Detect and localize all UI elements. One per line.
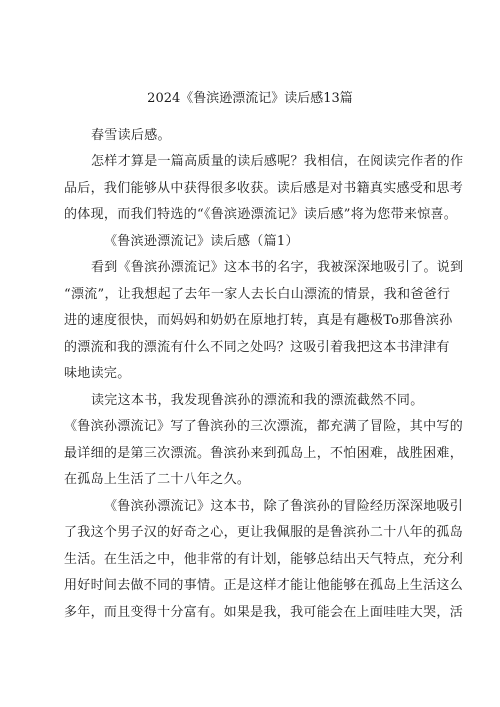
document-title: 2024《鲁滨逊漂流记》读后感13篇: [147, 91, 353, 106]
paragraph-line: 《鲁滨孙漂流记》这本书，除了鲁滨孙的冒险经历深深地吸引: [104, 499, 464, 514]
paragraph-line: “漂流”，让我想起了去年一家人去长白山漂流的情景，我和爸爸行: [64, 287, 451, 302]
paragraph-line: 了我这个男子汉的好奇之心，更让我佩服的是鲁滨孙二十八年的孤岛: [64, 525, 464, 540]
paragraph-line: 用好时间去做不同的事情。正是这样才能让他能够在孤岛上生活这么: [64, 578, 464, 593]
paragraph-line: 怎样才算是一篇高质量的读后感呢？我相信，在阅读完作者的作: [91, 154, 464, 169]
paragraph-line: 在孤岛上生活了二十八年之久。: [64, 472, 251, 487]
paragraph-line: 品后，我们能够从中获得很多收获。读后感是对书籍真实感受和思考: [64, 181, 464, 196]
paragraph-line: 味地读完。: [64, 366, 131, 381]
paragraph-line: 多年，而且变得十分富有。如果是我，我可能会在上面哇哇大哭，活: [64, 605, 464, 620]
section-heading: 《鲁滨逊漂流记》读后感（篇1）: [104, 234, 299, 249]
paragraph-line: 《鲁滨孙漂流记》写了鲁滨孙的三次漂流，都充满了冒险，其中写的: [64, 419, 464, 434]
paragraph-line: 读完这本书，我发现鲁滨孙的漂流和我的漂流截然不同。: [91, 393, 424, 408]
paragraph-line: 最详细的是第三次漂流。鲁滨孙来到孤岛上，不怕困难，战胜困难，: [64, 446, 464, 461]
paragraph-line: 进的速度很快，而妈妈和奶奶在原地打转，真是有趣极To那鲁滨孙: [64, 313, 453, 328]
paragraph-line: 生活。在生活之中，他非常的有计划，能够总结出天气特点，充分利: [64, 552, 464, 567]
paragraph-line: 春雪读后感。: [91, 128, 171, 143]
paragraph-line: 的体现，而我们特选的“《鲁滨逊漂流记》读后感”将为您带来惊喜。: [64, 207, 458, 222]
paragraph-line: 看到《鲁滨孙漂流记》这本书的名字，我被深深地吸引了。说到: [91, 260, 464, 275]
paragraph-line: 的漂流和我的漂流有什么不同之处吗？这吸引着我把这本书津津有: [64, 340, 450, 355]
